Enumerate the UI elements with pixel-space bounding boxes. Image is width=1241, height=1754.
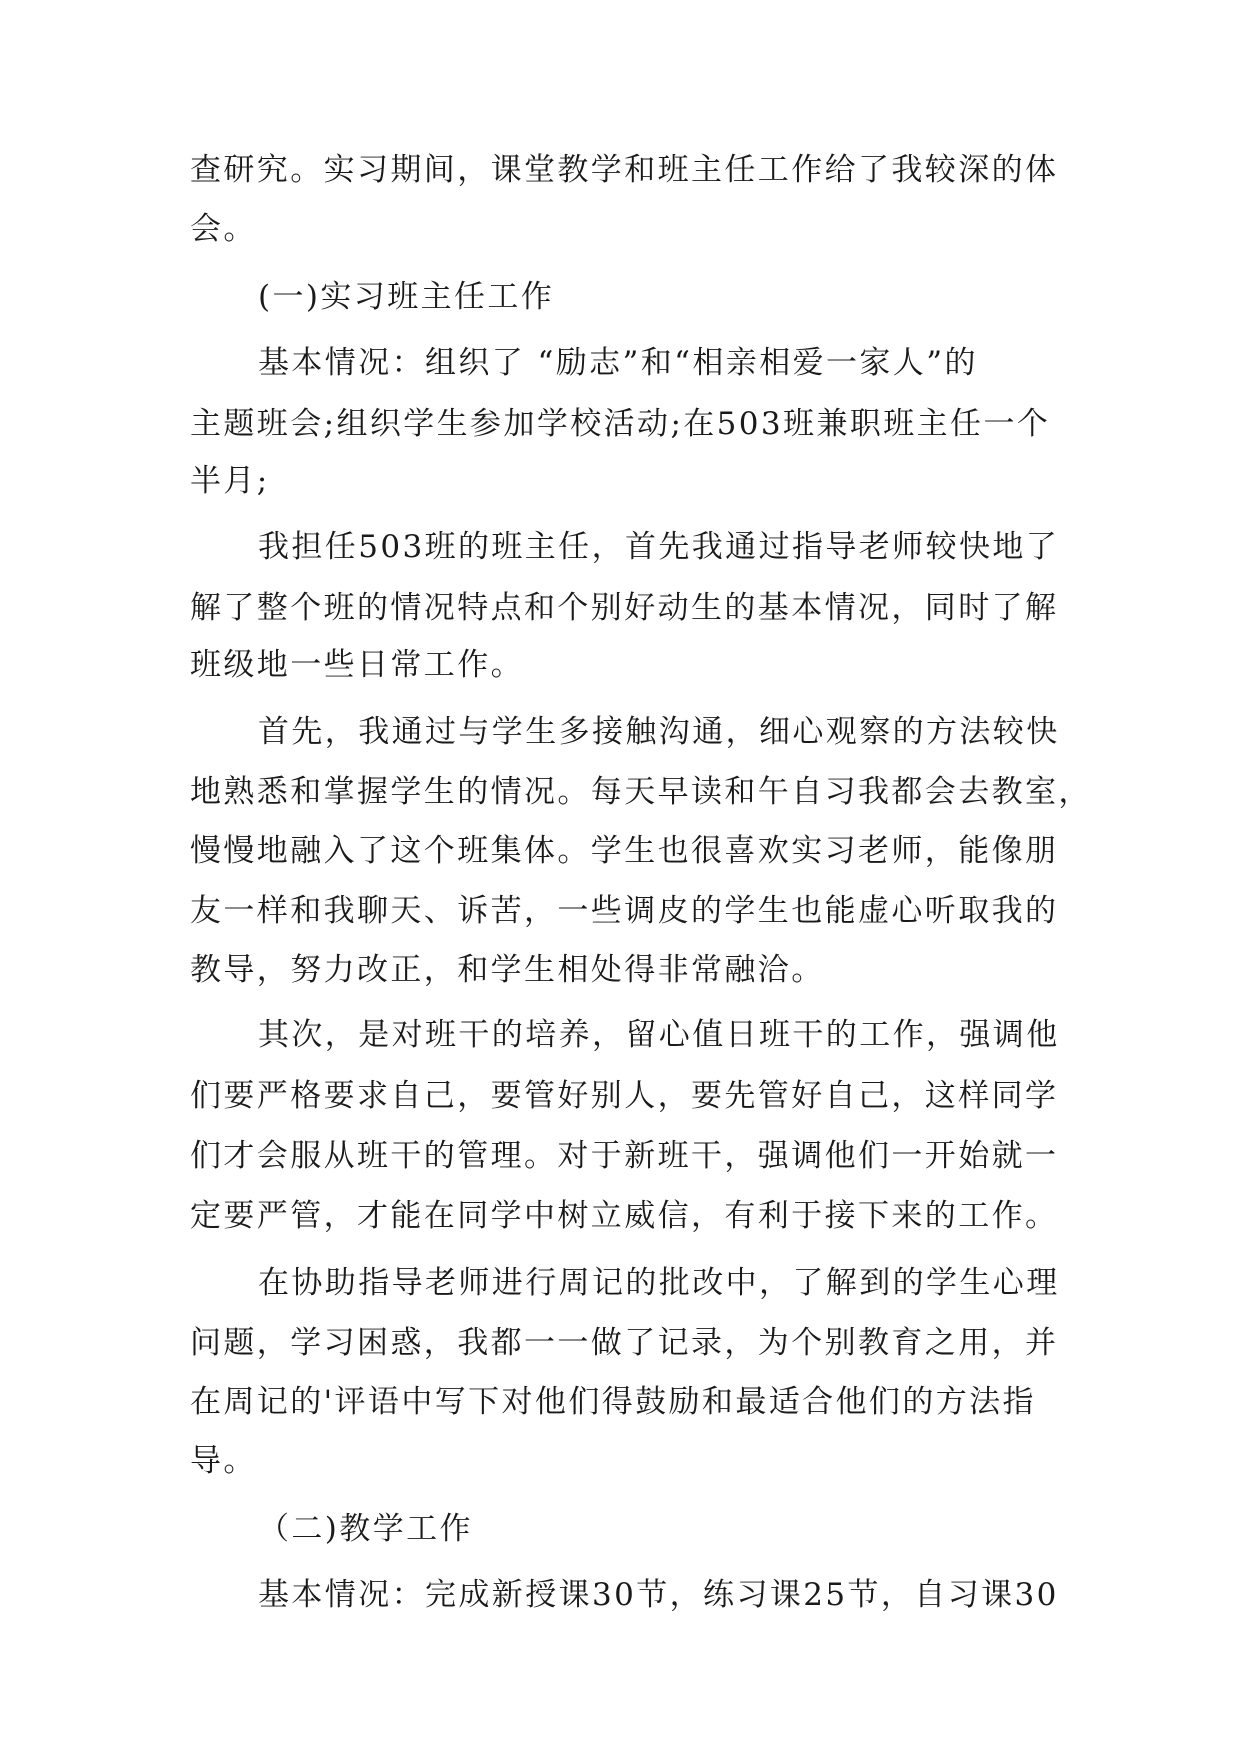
text-line: 解了整个班的情况特点和个别好动生的基本情况，同时了解 — [190, 590, 1059, 626]
text-line: 我担任503班的班主任，首先我通过指导老师较快地了 — [258, 529, 1060, 565]
text-line: 其次，是对班干的培养，留心值日班干的工作，强调他 — [258, 1017, 1060, 1053]
section-heading: (一)实习班主任工作 — [258, 279, 555, 315]
text-line: 首先，我通过与学生多接触沟通，细心观察的方法较快 — [258, 714, 1060, 750]
text-line: 导。 — [190, 1443, 257, 1479]
text-line: 问题，学习困惑，我都一一做了记录，为个别教育之用，并 — [190, 1325, 1059, 1361]
text-line: 半月; — [190, 463, 270, 499]
text-line: 在协助指导老师进行周记的批改中，了解到的学生心理 — [258, 1265, 1060, 1301]
text-line: 主题班会;组织学生参加学校活动;在503班兼职班主任一个 — [190, 406, 1051, 442]
text-line: 在周记的'评语中写下对他们得鼓励和最适合他们的方法指 — [190, 1384, 1036, 1420]
text-line: 班级地一些日常工作。 — [190, 647, 524, 683]
text-line: 教导，努力改正，和学生相处得非常融洽。 — [190, 952, 825, 988]
section-heading: （二)教学工作 — [258, 1511, 473, 1547]
text-line: 查研究。实习期间，课堂教学和班主任工作给了我较深的体 — [190, 152, 1059, 188]
text-line: 定要严管，才能在同学中树立威信，有利于接下来的工作。 — [190, 1198, 1059, 1234]
text-line: 地熟悉和掌握学生的情况。每天早读和午自习我都会去教室， — [190, 774, 1092, 810]
text-line: 基本情况：组织了 “励志”和“相亲相爱一家人”的 — [258, 345, 978, 381]
text-line: 友一样和我聊天、诉苦，一些调皮的学生也能虚心听取我的 — [190, 893, 1059, 929]
text-line: 会。 — [190, 211, 257, 247]
text-line: 慢慢地融入了这个班集体。学生也很喜欢实习老师，能像朋 — [190, 833, 1059, 869]
text-line: 基本情况：完成新授课30节，练习课25节，自习课30 — [258, 1577, 1059, 1613]
text-line: 们才会服从班干的管理。对于新班干，强调他们一开始就一 — [190, 1138, 1059, 1174]
text-line: 们要严格要求自己，要管好别人，要先管好自己，这样同学 — [190, 1078, 1059, 1114]
